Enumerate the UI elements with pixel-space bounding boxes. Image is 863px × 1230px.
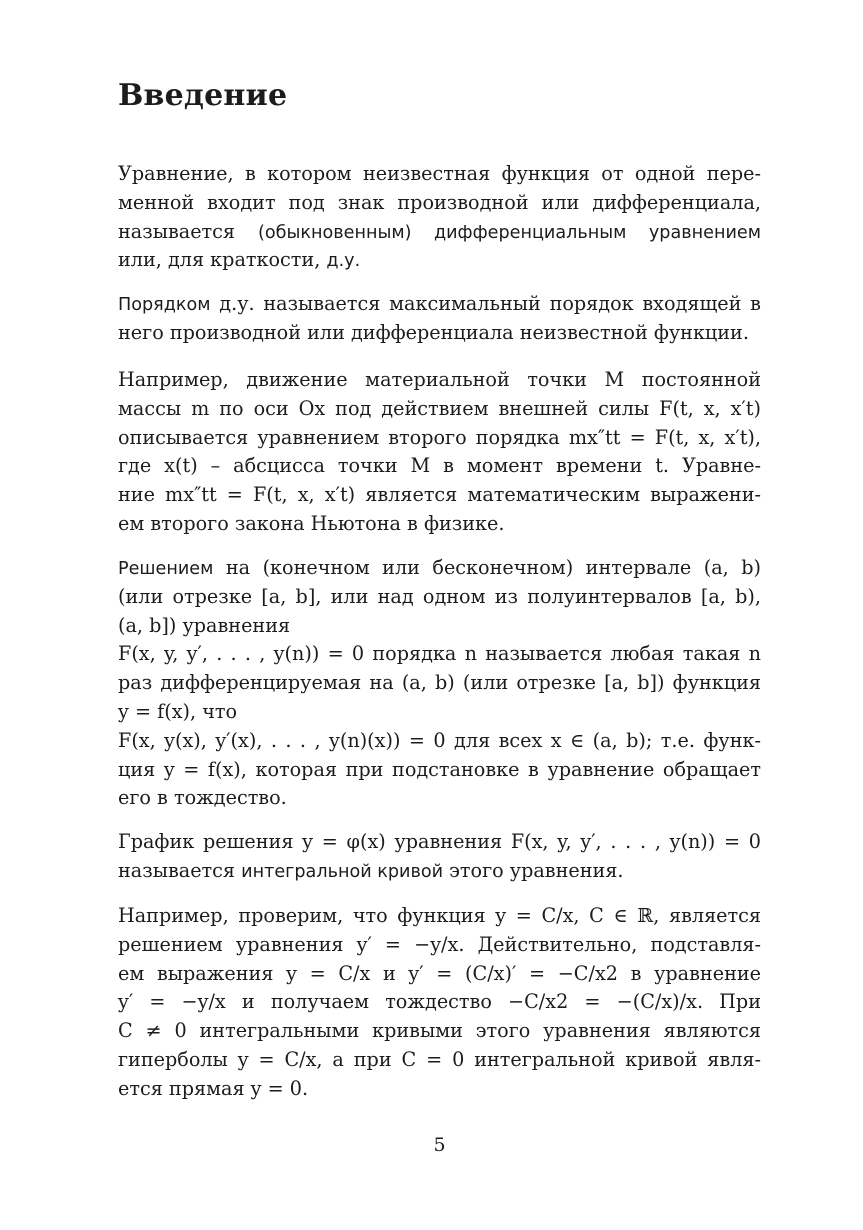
text-line: ем выражения y = C/x и y′ = (C/x)′ = −C/x2 в уравнение <box>118 961 761 985</box>
text-line: гиперболы y = C/x, а при C = 0 интегральной кривой явля- <box>118 1047 761 1071</box>
text-line: ется прямая y = 0. <box>118 1076 309 1100</box>
text-fragment: или, для краткости, <box>118 248 327 272</box>
text-line <box>118 857 761 886</box>
text-line: ция y = f(x), которая при подстановке в уравнение обращает <box>118 757 761 781</box>
text-line: (a, b]) уравнения <box>118 613 291 637</box>
text-line <box>118 246 761 275</box>
text-line: ние mx″tt = F(t, x, x′t) является математическим выражени- <box>118 483 761 507</box>
defined-term: интегральной кривой <box>241 861 444 882</box>
text-line: Например, движение материальной точки M постоянной <box>118 368 761 391</box>
text-line: F(x, y(x), y′(x), . . . , y(n)(x)) = 0 для всех x ∈ (a, b); т.е. функ- <box>118 728 761 752</box>
text-fragment: называется <box>118 858 242 882</box>
text-line: y = f(x), что <box>118 699 238 723</box>
text-line: C ≠ 0 интегральными кривыми этого уравнения являются <box>118 1019 761 1043</box>
paragraph-example-hyperbola <box>118 902 761 1104</box>
text-line: Уравнение, в котором неизвестная функция от одной пере- <box>118 162 761 185</box>
text-fragment: д.у. называется максимальный порядок входящей в <box>210 292 761 315</box>
text-line: F(x, y, y′, . . . , y(n)) = 0 порядка n называется любая такая n <box>118 642 761 666</box>
defined-term: Решением <box>118 559 214 579</box>
text-line: ем второго закона Ньютона в физике. <box>118 511 505 535</box>
paragraph-definition <box>118 160 761 275</box>
text-line: решением уравнения y′ = −y/x. Действительно, подставля- <box>118 932 761 956</box>
paragraph-example-newton <box>118 366 761 539</box>
text-line: его в тождество. <box>118 786 287 810</box>
text-line: него производной или дифференциала неизвестной функции. <box>118 320 749 344</box>
text-line: (или отрезке [a, b], или над одном из полуинтервалов [a, b), <box>118 584 761 608</box>
text-line <box>118 554 761 583</box>
paragraph-order <box>118 290 761 348</box>
text-line <box>118 290 761 319</box>
defined-term: (обыкновенным) дифференциальным уравнением <box>258 222 761 243</box>
text-line: менной входит под знак производной или дифференциала, <box>118 190 761 214</box>
defined-term: д.у. <box>326 251 361 272</box>
text-line: раз дифференцируемая на (a, b) (или отрезке [a, b]) функция <box>118 671 761 695</box>
text-fragment: на (конечном или бесконечном) интервале (a, b) <box>213 556 761 579</box>
text-fragment: этого уравнения. <box>443 858 624 882</box>
paragraph-integral-curve <box>118 828 761 886</box>
text-line: Например, проверим, что функция y = C/x, C ∈ ℝ, является <box>118 904 761 927</box>
text-line <box>118 218 761 247</box>
text-line: y′ = −y/x и получаем тождество −C/x2 = −(C/x)/x. При <box>118 990 761 1014</box>
text-line: где x(t) – абсцисса точки M в момент времени t. Уравне- <box>118 454 761 478</box>
page-number: 5 <box>433 1134 446 1156</box>
paragraph-solution <box>118 554 761 813</box>
defined-term: Порядком <box>118 295 211 315</box>
text-line: массы m по оси Ox под действием внешней силы F(t, x, x′t) <box>118 396 761 420</box>
text-fragment: называется <box>118 219 258 243</box>
page-title: Введение <box>118 78 288 113</box>
text-line: описывается уравнением второго порядка mx″tt = F(t, x, x′t), <box>118 425 761 449</box>
text-line: График решения y = φ(x) уравнения F(x, y, y′, . . . , y(n)) = 0 <box>118 830 761 853</box>
